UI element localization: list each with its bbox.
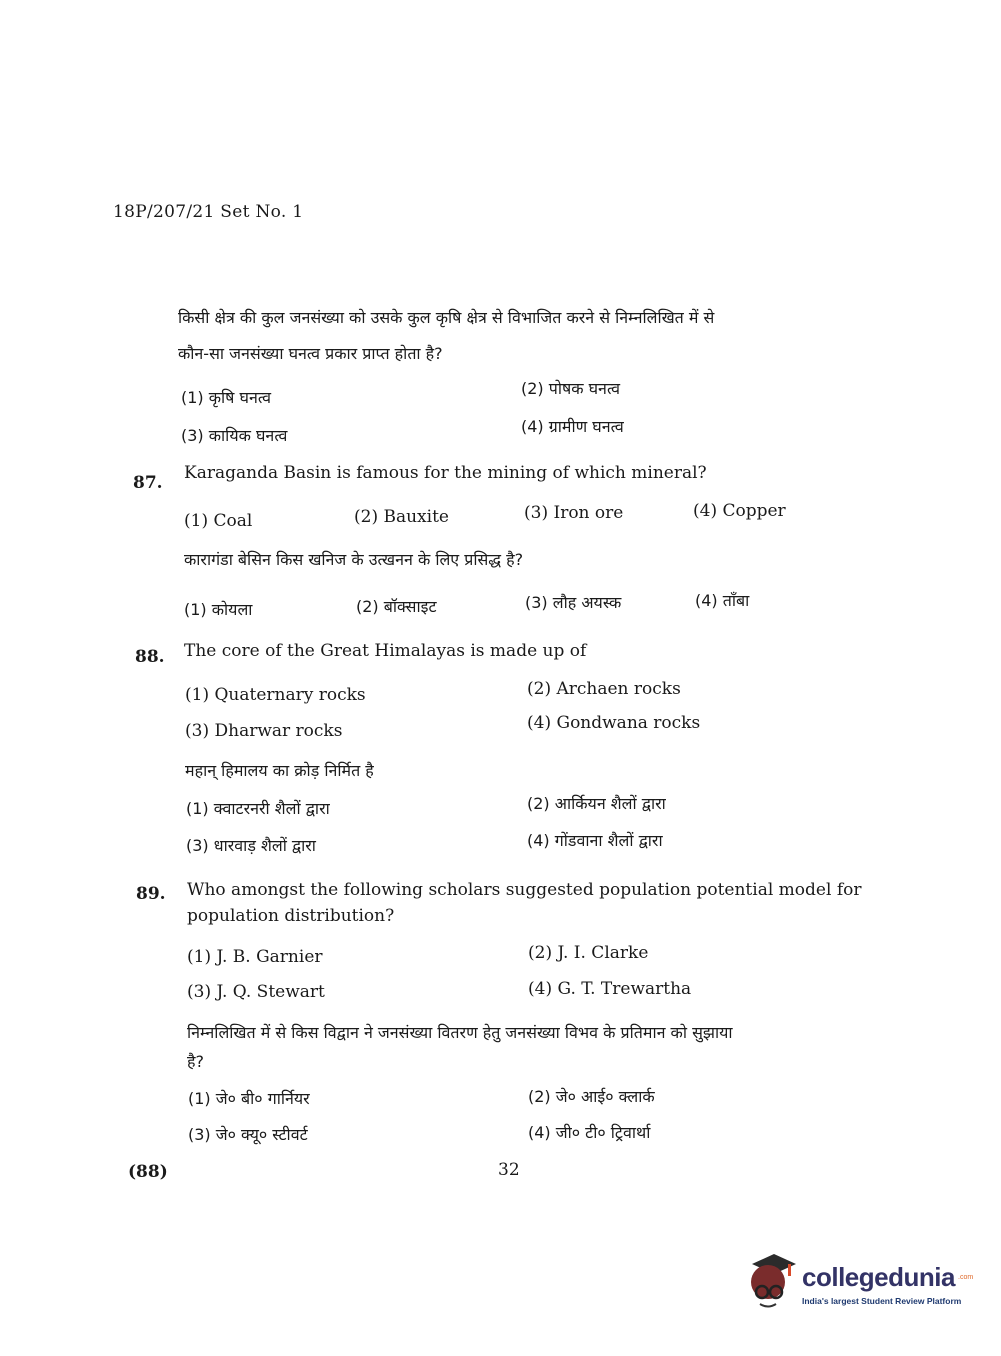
q86-hindi-line2: कौन-सा जनसंख्या घनत्व प्रकार प्राप्त होता है? bbox=[178, 344, 443, 363]
q88-hindi-question: महान् हिमालय का क्रोड़ निर्मित है bbox=[185, 761, 374, 780]
q88-question: The core of the Great Himalayas is made up of bbox=[184, 641, 587, 661]
q89-option-1: (1) J. B. Garnier bbox=[187, 947, 323, 967]
q86-option-1: (1) कृषि घनत्व bbox=[181, 388, 271, 407]
page-number: 32 bbox=[498, 1160, 520, 1180]
q89-hindi-option-1: (1) जे० बी० गार्नियर bbox=[188, 1089, 310, 1108]
q88-hindi-option-4: (4) गोंडवाना शैलों द्वारा bbox=[527, 831, 663, 850]
q87-hindi-option-2: (2) बॉक्साइट bbox=[356, 597, 437, 616]
q88-hindi-option-3: (3) धारवाड़ शैलों द्वारा bbox=[186, 836, 316, 855]
q87-hindi-option-1: (1) कोयला bbox=[184, 600, 253, 619]
q89-option-2: (2) J. I. Clarke bbox=[528, 943, 649, 963]
q88-option-4: (4) Gondwana rocks bbox=[527, 713, 701, 733]
mascot-icon bbox=[744, 1252, 800, 1310]
q87-option-3: (3) Iron ore bbox=[524, 503, 624, 523]
q89-number: 89. bbox=[136, 884, 166, 904]
footer-code: (88) bbox=[128, 1162, 168, 1182]
q89-hindi-option-3: (3) जे० क्यू० स्टीवर्ट bbox=[188, 1125, 308, 1144]
q88-number: 88. bbox=[135, 647, 165, 667]
collegedunia-logo bbox=[744, 1252, 974, 1312]
q86-hindi-line1: किसी क्षेत्र की कुल जनसंख्या को उसके कुल कृषि क्षेत्र से विभाजित करने से निम्नलिखित में से bbox=[178, 308, 715, 327]
q89-question-line2: population distribution? bbox=[187, 906, 395, 926]
q88-hindi-option-1: (1) क्वाटरनरी शैलों द्वारा bbox=[186, 799, 330, 818]
q86-option-2: (2) पोषक घनत्व bbox=[521, 379, 621, 398]
q89-option-3: (3) J. Q. Stewart bbox=[187, 982, 325, 1002]
q87-hindi-question: कारागंडा बेसिन किस खनिज के उत्खनन के लिए प्रसिद्ध है? bbox=[184, 550, 524, 569]
q88-hindi-option-2: (2) आर्कियन शैलों द्वारा bbox=[527, 794, 666, 813]
paper-code: 18P/207/21 Set No. 1 bbox=[113, 202, 304, 222]
q89-question-line1: Who amongst the following scholars suggested population potential model for bbox=[187, 880, 862, 900]
q89-hindi-option-4: (4) जी० टी० ट्रिवार्था bbox=[528, 1123, 651, 1142]
q89-option-4: (4) G. T. Trewartha bbox=[528, 979, 692, 999]
q88-option-2: (2) Archaen rocks bbox=[527, 679, 681, 699]
q88-option-3: (3) Dharwar rocks bbox=[185, 721, 343, 741]
q86-option-4: (4) ग्रामीण घनत्व bbox=[521, 417, 624, 436]
q87-question: Karaganda Basin is famous for the mining of which mineral? bbox=[184, 463, 707, 483]
q87-option-1: (1) Coal bbox=[184, 511, 253, 531]
q87-option-4: (4) Copper bbox=[693, 501, 786, 521]
q87-number: 87. bbox=[133, 473, 163, 493]
logo-tagline: India's largest Student Review Platform bbox=[802, 1296, 962, 1306]
q87-option-2: (2) Bauxite bbox=[354, 507, 449, 527]
q89-hindi-line2: है? bbox=[187, 1052, 204, 1071]
logo-wordmark: collegedunia bbox=[802, 1262, 955, 1292]
q87-hindi-option-4: (4) ताँबा bbox=[695, 591, 750, 610]
logo-com: .com bbox=[958, 1274, 974, 1281]
q86-option-3: (3) कायिक घनत्व bbox=[181, 426, 288, 445]
q87-hindi-option-3: (3) लौह अयस्क bbox=[525, 593, 622, 612]
q89-hindi-option-2: (2) जे० आई० क्लार्क bbox=[528, 1087, 655, 1106]
q88-option-1: (1) Quaternary rocks bbox=[185, 685, 366, 705]
q89-hindi-line1: निम्नलिखित में से किस विद्वान ने जनसंख्या वितरण हेतु जनसंख्या विभव के प्रतिमान को सुझाया bbox=[187, 1023, 733, 1042]
